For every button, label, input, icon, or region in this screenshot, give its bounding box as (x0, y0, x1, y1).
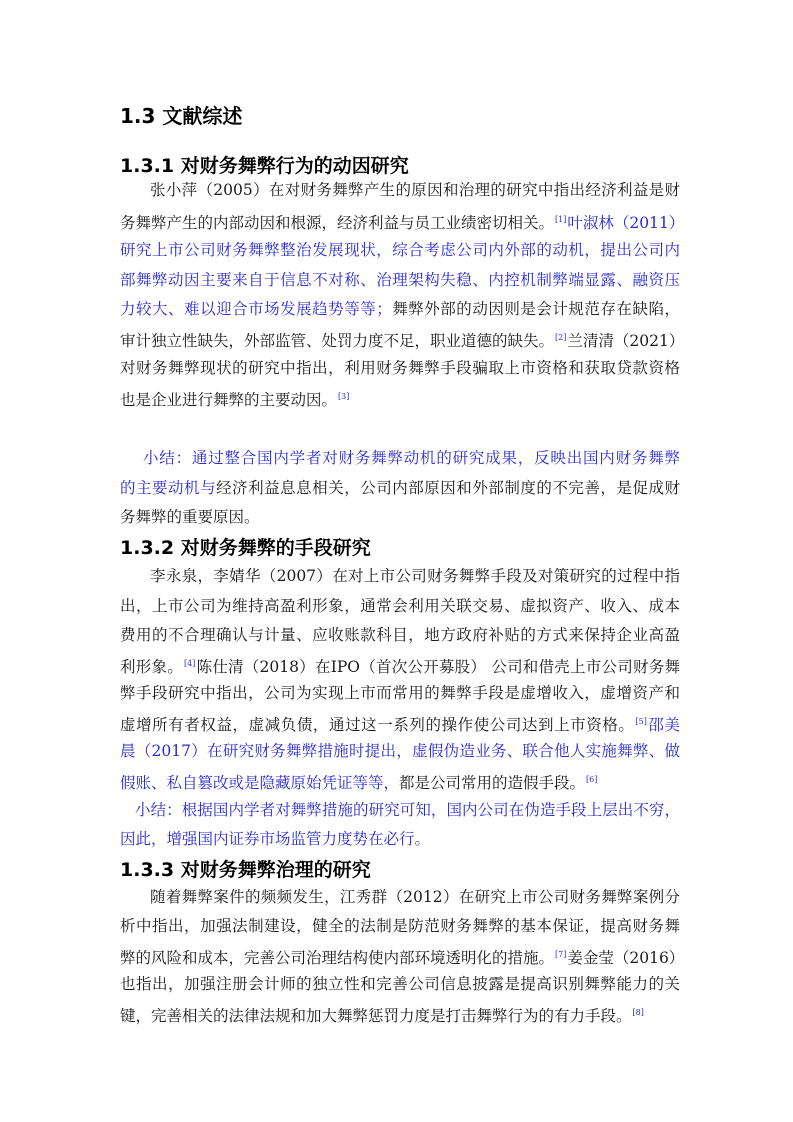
citation[interactable]: [5] (635, 717, 647, 726)
citation[interactable]: [3] (338, 392, 350, 401)
paragraph-line: 利形象。[4]陈仕清（2018）在IPO（首次公开募股） 公司和借壳上市公司财务舞 (120, 658, 680, 676)
citation[interactable]: [6] (586, 775, 598, 784)
paragraph-line: 部舞弊动因主要来自于信息不对称、治理架构失稳、内控机制弊端显露、融资压 (120, 271, 680, 289)
paragraph-line: 虚增所有者权益，虚减负债，通过这一系列的操作使公司达到上市资格。[5]邵美 (120, 716, 680, 734)
citation[interactable]: [7] (555, 950, 567, 959)
summary-line: 务舞弊的重要原因。 (120, 508, 260, 526)
paragraph-line: 出，上市公司为维持高盈利形象，通常会利用关联交易、虚拟资产、收入、成本 (120, 597, 680, 615)
paragraph-line: 假账、私自篡改或是隐藏原始凭证等等，都是公司常用的造假手段。[6] (120, 774, 598, 792)
citation[interactable]: [4] (183, 659, 196, 668)
paragraph-line: 析中指出，加强法制建设，健全的法制是防范财务舞弊的基本保证，提高财务舞 (120, 917, 680, 935)
paragraph-line: 弊手段研究中指出，公司为实现上市而常用的舞弊手段是虚增收入，虚增资产和 (120, 684, 680, 702)
paragraph-line: 键，完善相关的法律法规和加大舞弊惩罚力度是打击舞弊行为的有力手段。[8] (120, 1007, 644, 1025)
paragraph-line: 力较大、难以迎合市场发展趋势等等；舞弊外部的动因则是会计规范存在缺陷， (120, 300, 680, 318)
section-heading-1-3-2: 1.3.2 对财务舞弊的手段研究 (120, 537, 371, 559)
paragraph-line: 晨（2017）在研究财务舞弊措施时提出，虚假伪造业务、联合他人实施舞弊、做 (120, 742, 680, 760)
paragraph-line: 也指出，加强注册会计师的独立性和完善公司信息披露是提高识别舞弊能力的关 (120, 975, 680, 993)
paragraph-line: 李永泉，李婧华（2007）在对上市公司财务舞弊手段及对策研究的过程中指 (150, 567, 680, 585)
paragraph-line: 弊的风险和成本，完善公司治理结构使内部环境透明化的措施。[7]姜金莹（2016） (120, 949, 685, 967)
summary-line: 因此，增强国内证券市场监管力度势在必行。 (120, 830, 431, 848)
section-heading-1-3: 1.3 文献综述 (120, 104, 243, 128)
paragraph-line: 也是企业进行舞弊的主要动因。[3] (120, 391, 350, 409)
paragraph-line: 费用的不合理确认与计量、应收账款科目，地方政府补贴的方式来保持企业高盈 (120, 626, 680, 644)
paragraph-line: 审计独立性缺失，外部监管、处罚力度不足，职业道德的缺失。[2]兰清清（2021） (120, 332, 685, 350)
section-heading-1-3-1: 1.3.1 对财务舞弊行为的动因研究 (120, 155, 409, 177)
paragraph-line: 务舞弊产生的内部动因和根源，经济利益与员工业绩密切相关。[1]叶淑林（2011） (120, 214, 685, 232)
paragraph-line: 张小萍（2005）在对财务舞弊产生的原因和治理的研究中指出经济利益是财 (150, 181, 680, 199)
paragraph-line: 随着舞弊案件的频频发生，江秀群（2012）在研究上市公司财务舞弊案例分 (150, 888, 680, 906)
paragraph-line: 研究上市公司财务舞弊整治发展现状，综合考虑公司内外部的动机，提出公司内 (120, 241, 680, 259)
section-heading-1-3-3: 1.3.3 对财务舞弊治理的研究 (120, 859, 371, 881)
citation[interactable]: [8] (632, 1008, 644, 1017)
summary-line: 的主要动机与经济利益息息相关，公司内部原因和外部制度的不完善，是促成财 (120, 479, 680, 497)
citation[interactable]: [2] (555, 333, 567, 342)
summary-line: 小结：通过整合国内学者对财务舞弊动机的研究成果，反映出国内财务舞弊 (143, 449, 680, 467)
paragraph-line: 对财务舞弊现状的研究中指出，利用财务舞弊手段骗取上市资格和获取贷款资格 (120, 359, 680, 377)
summary-line: 小结：根据国内学者对舞弊措施的研究可知，国内公司在伪造手段上层出不穷， (135, 801, 680, 819)
citation[interactable]: [1] (555, 215, 567, 224)
